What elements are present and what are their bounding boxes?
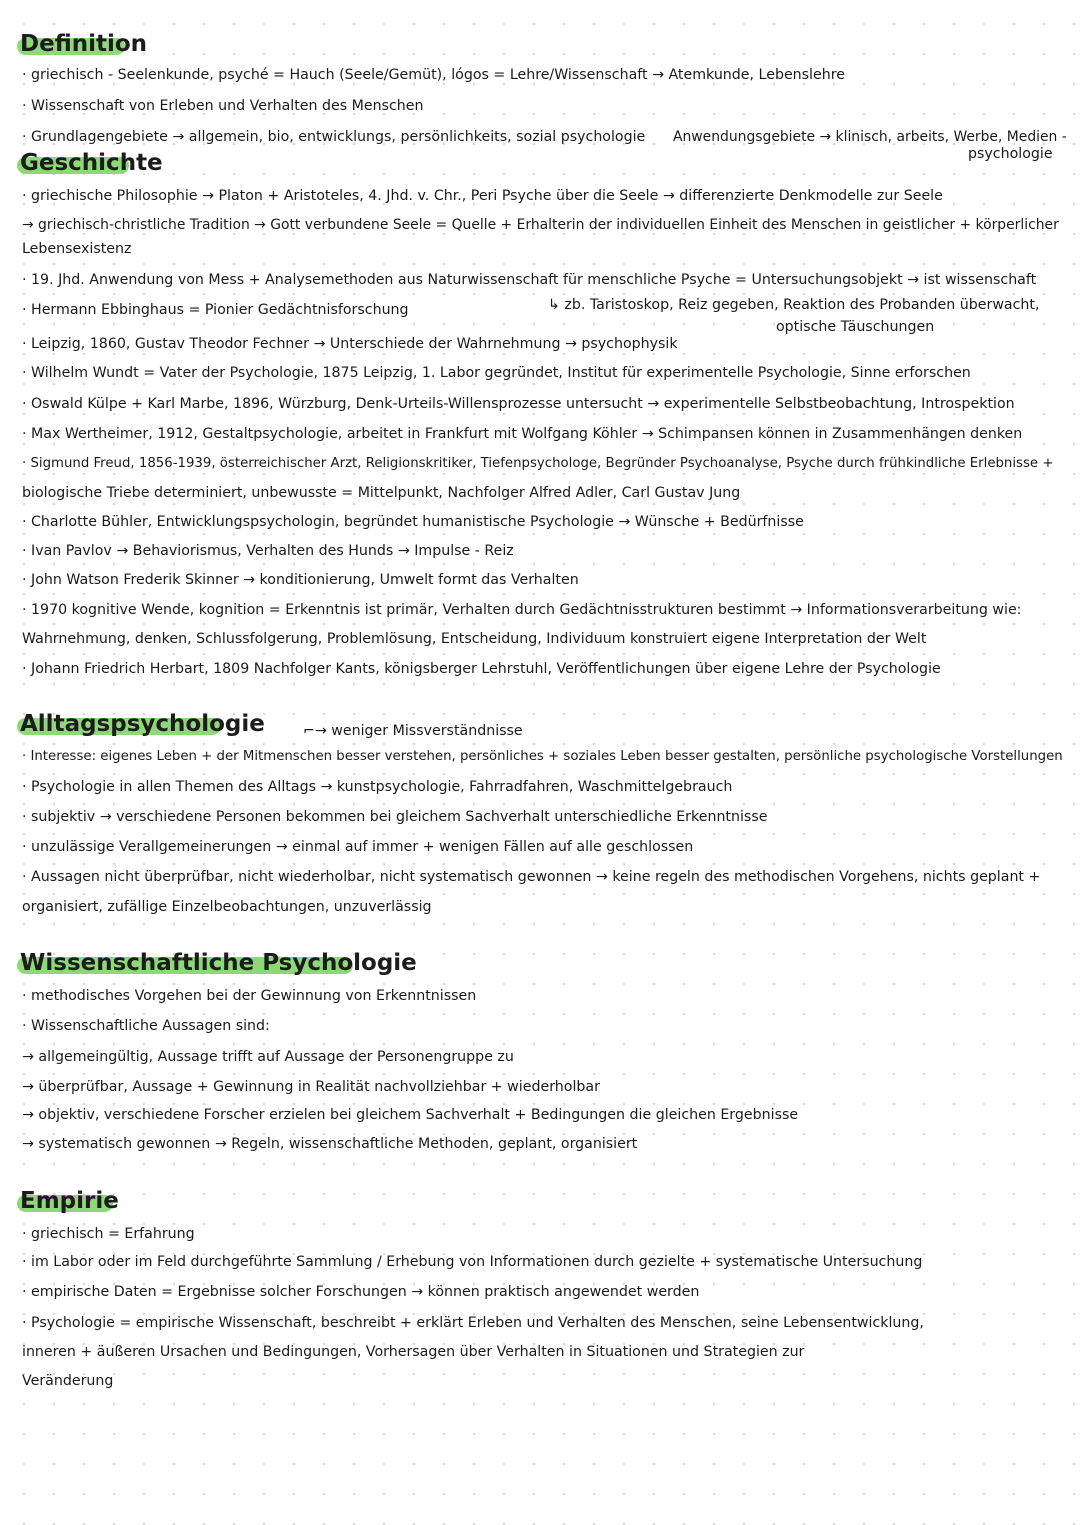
history-line-6: · Leipzig, 1860, Gustav Theodor Fechner → Unterschiede der Wahrnehmung → psychophysik [22, 336, 678, 352]
scientific-line-3: → allgemeingültig, Aussage trifft auf Aussage der Personengruppe zu [22, 1049, 514, 1065]
everyday-line-4: · unzulässige Verallgemeinerungen → einmal auf immer + wenigen Fällen auf alle geschlossen [22, 839, 694, 855]
empiricism-line-3: · empirische Daten = Ergebnisse solcher Forschungen → können praktisch angewendet werden [22, 1284, 700, 1300]
definition-applied-cont: psychologie [968, 146, 1053, 162]
definition-line-3: · Grundlagengebiete → allgemein, bio, entwicklungs, persönlichkeits, sozial psychologie [22, 129, 646, 145]
heading-everyday: Alltagspsychologie [20, 711, 265, 737]
history-line-10: · Sigmund Freud, 1856-1939, österreichischer Arzt, Religionskritiker, Tiefenpsychologe, Begründer Psychoanalyse, Psyche durch frühkindliche Erlebnisse + [22, 456, 1054, 471]
empiricism-line-4: · Psychologie = empirische Wissenschaft, beschreibt + erklärt Erleben und Verhalten des Menschen, seine Lebensentwicklung, [22, 1315, 924, 1331]
everyday-line-6: organisiert, zufällige Einzelbeobachtungen, unzuverlässig [22, 899, 432, 915]
history-line-7: · Wilhelm Wundt = Vater der Psychologie, 1875 Leipzig, 1. Labor gegründet, Institut für experimentelle Psychologie, Sinne erforschen [22, 365, 971, 381]
scientific-line-6: → systematisch gewonnen → Regeln, wissenschaftliche Methoden, geplant, organisiert [22, 1136, 638, 1152]
history-line-11: biologische Triebe determiniert, unbewusste = Mittelpunkt, Nachfolger Alfred Adler, Carl Gustav Jung [22, 485, 741, 501]
scientific-line-2: · Wissenschaftliche Aussagen sind: [22, 1018, 270, 1034]
history-line-15: · 1970 kognitive Wende, kognition = Erkenntnis ist primär, Verhalten durch Gedächtnisstrukturen bestimmt → Informationsverarbeitung wie: [22, 602, 1022, 618]
history-line-12: · Charlotte Bühler, Entwicklungspsychologin, begründet humanistische Psychologie → Wünsche + Bedürfnisse [22, 514, 804, 530]
heading-empiricism: Empirie [20, 1188, 119, 1214]
history-line-17: · Johann Friedrich Herbart, 1809 Nachfolger Kants, königsberger Lehrstuhl, Veröffentlichungen über eigene Lehre der Psychologie [22, 661, 941, 677]
everyday-note: ⌐→ weniger Missverständnisse [303, 723, 523, 739]
history-ebbinghaus-note-2: optische Täuschungen [776, 319, 935, 335]
definition-line-2: · Wissenschaft von Erleben und Verhalten des Menschen [22, 98, 424, 114]
history-line-4: · 19. Jhd. Anwendung von Mess + Analysemethoden aus Naturwissenschaft für menschliche Psyche = Untersuchungsobjekt → ist wissenschaft [22, 272, 1037, 288]
empiricism-line-6: Veränderung [22, 1373, 114, 1389]
everyday-line-3: · subjektiv → verschiedene Personen bekommen bei gleichem Sachverhalt unterschiedliche Erkenntnisse [22, 809, 768, 825]
history-line-13: · Ivan Pavlov → Behaviorismus, Verhalten des Hunds → Impulse - Reiz [22, 543, 514, 559]
definition-line-1: · griechisch - Seelenkunde, psyché = Hauch (Seele/Gemüt), lógos = Lehre/Wissenschaft → Atemkunde, Lebenslehre [22, 67, 845, 83]
heading-scientific: Wissenschaftliche Psychologie [20, 950, 417, 976]
empiricism-line-2: · im Labor oder im Feld durchgeführte Sammlung / Erhebung von Informationen durch gezielte + systematische Untersuchung [22, 1254, 923, 1270]
history-line-3: Lebensexistenz [22, 241, 132, 257]
history-line-5: · Hermann Ebbinghaus = Pionier Gedächtnisforschung [22, 302, 409, 318]
history-line-8: · Oswald Külpe + Karl Marbe, 1896, Würzburg, Denk-Urteils-Willensprozesse untersucht → experimentelle Selbstbeobachtung, Introspektion [22, 396, 1015, 412]
scientific-line-1: · methodisches Vorgehen bei der Gewinnung von Erkenntnissen [22, 988, 477, 1004]
history-line-14: · John Watson Frederik Skinner → konditionierung, Umwelt formt das Verhalten [22, 572, 579, 588]
definition-applied: Anwendungsgebiete → klinisch, arbeits, Werbe, Medien - [673, 129, 1067, 145]
everyday-line-2: · Psychologie in allen Themen des Alltags → kunstpsychologie, Fahrradfahren, Waschmittelgebrauch [22, 779, 733, 795]
empiricism-line-1: · griechisch = Erfahrung [22, 1226, 195, 1242]
scientific-line-5: → objektiv, verschiedene Forscher erzielen bei gleichem Sachverhalt + Bedingungen die gleichen Ergebnisse [22, 1107, 799, 1123]
heading-history: Geschichte [20, 150, 163, 176]
heading-definition: Definition [20, 31, 147, 57]
history-line-2: → griechisch-christliche Tradition → Gott verbundene Seele = Quelle + Erhalterin der individuellen Einheit des Menschen in geistlicher + körperlicher [22, 217, 1059, 233]
history-line-16: Wahrnehmung, denken, Schlussfolgerung, Problemlösung, Entscheidung, Individuum konstruiert eigene Interpretation der Welt [22, 631, 927, 647]
history-line-9: · Max Wertheimer, 1912, Gestaltpsychologie, arbeitet in Frankfurt mit Wolfgang Köhler → Schimpansen können in Zusammenhängen denken [22, 426, 1023, 442]
history-ebbinghaus-note: ↳ zb. Taristoskop, Reiz gegeben, Reaktion des Probanden überwacht, [548, 297, 1040, 313]
empiricism-line-5: inneren + äußeren Ursachen und Bedingungen, Vorhersagen über Verhalten in Situationen und Strategien zur [22, 1344, 805, 1360]
everyday-line-1: · Interesse: eigenes Leben + der Mitmenschen besser verstehen, persönliches + soziales Leben besser gestalten, persönliche psychologische Vorstellungen [22, 749, 1063, 764]
history-line-1: · griechische Philosophie → Platon + Aristoteles, 4. Jhd. v. Chr., Peri Psyche über die Seele → differenzierte Denkmodelle zur Seele [22, 188, 943, 204]
scientific-line-4: → überprüfbar, Aussage + Gewinnung in Realität nachvollziehbar + wiederholbar [22, 1079, 600, 1095]
everyday-line-5: · Aussagen nicht überprüfbar, nicht wiederholbar, nicht systematisch gewonnen → keine regeln des methodischen Vorgehens, nichts geplant + [22, 869, 1041, 885]
